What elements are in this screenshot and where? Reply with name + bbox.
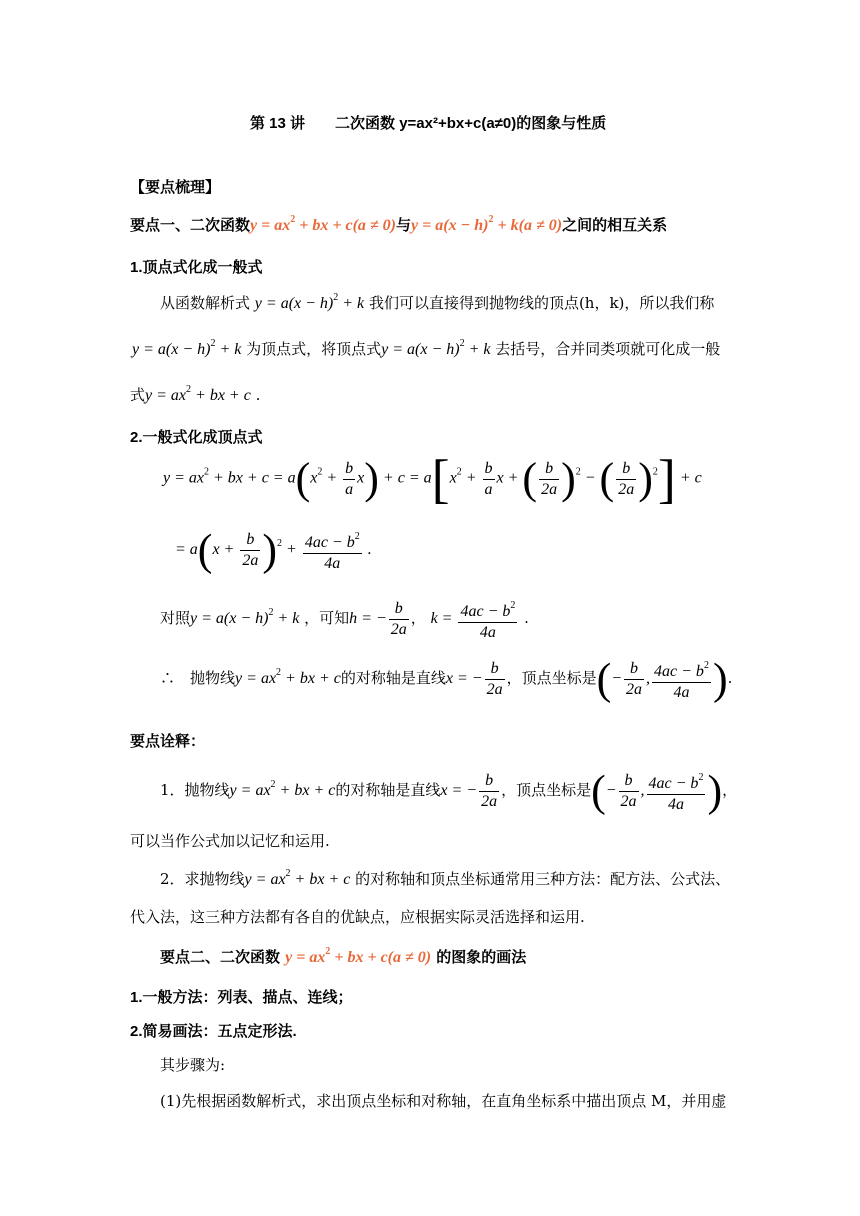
general-formula: $y = ax^2$ + bx + c(a ≠ 0) xyxy=(250,214,397,234)
step1: (1)先根据函数解析式，求出顶点坐标和对称轴，在直角坐标系中描出顶点 M，并用虚 xyxy=(160,1092,727,1110)
explain-item2-line2: 代入法，这三种方法都有各自的优缺点，应根据实际灵活选择和运用. xyxy=(130,908,585,926)
vertex-formula: $y = a(x - h)^2 + k(a \ne 0)$ xyxy=(411,214,563,234)
derivation-line1: $y = ax^2$ + bx + $c = a(x^2$ + $\frac{b}{a}$ $x) + c = a[x^2$ + $\frac{b}{a}$ x + ( $\frac{b}{2a}$ )$^2$ − ( $\frac{b}{2a}$ )$^2$] + c xyxy=(163,449,702,509)
steps-intro: 其步骤为: xyxy=(160,1056,226,1074)
explain-item2: 2．求抛物线$y = ax^2$ + bx + c 的对称轴和顶点坐标通常用三种方法：配方法、公式法、 xyxy=(160,868,731,888)
method2: 2.简易画法：五点定形法. xyxy=(130,1023,297,1040)
compare-line: 对照$y = a(x - h)^2 + k$ ，可知h = − $\frac{b}{2a}$ ， k = $\frac{4ac - b^2}{4a}$ . xyxy=(160,600,529,641)
sub1-line2: $y = a(x - h)^2 + k$ 为顶点式，将顶点式$y = a(x - h)^2 + k$ 去括号，合并同类项就可化成一般 xyxy=(132,338,721,358)
explain-item1-line2: 可以当作公式加以记忆和运用. xyxy=(130,832,330,850)
sub1-heading: 1.顶点式化成一般式 xyxy=(130,259,263,276)
section-heading: 【要点梳理】 xyxy=(130,179,221,196)
explain-heading: 要点诠释： xyxy=(130,733,206,750)
page-title: 第 13 讲 二次函数 y=ax²+bx+c(a≠0)的图象与性质 xyxy=(250,115,607,132)
sub2-heading: 2.一般式化成顶点式 xyxy=(130,429,263,446)
sub1-line3: 式$y = ax^2$ + bx + c . xyxy=(130,384,261,404)
point2-formula: $y = ax^2$ + bx + c(a ≠ 0) xyxy=(285,946,432,966)
point1-heading: 要点一、二次函数$y = ax^2$ + bx + c(a ≠ 0)与$y = a(x - h)^2 + k(a \ne 0)$之间的相互关系 xyxy=(130,214,668,234)
sub1-line1: 从函数解析式 $y = a(x - h)^2 + k$ 我们可以直接得到抛物线的顶点(h，k)，所以我们称 xyxy=(160,292,715,312)
therefore-line: ∴ 抛物线$y = ax^2$ + bx + c的对称轴是直线x = − $\frac{b}{2a}$ ，顶点坐标是(− $\frac{b}{2a}$ , $\frac{4ac - b^2}{4a}$ ). xyxy=(160,654,733,704)
explain-item1: 1．抛物线$y = ax^2$ + bx + c的对称轴是直线x = − $\frac{b}{2a}$ ，顶点坐标是(− $\frac{b}{2a}$ , $\frac{4ac - b^2}{4a}$ )， xyxy=(160,766,738,816)
derivation-line2: = a(x + $\frac{b}{2a}$ )$^2$ + $\frac{4ac - b^2}{4a}$ . xyxy=(175,525,372,575)
point2-heading: 要点二、二次函数 $y = ax^2$ + bx + c(a ≠ 0) 的图象的画法 xyxy=(160,946,527,966)
method1: 1.一般方法：列表、描点、连线； xyxy=(130,989,353,1006)
